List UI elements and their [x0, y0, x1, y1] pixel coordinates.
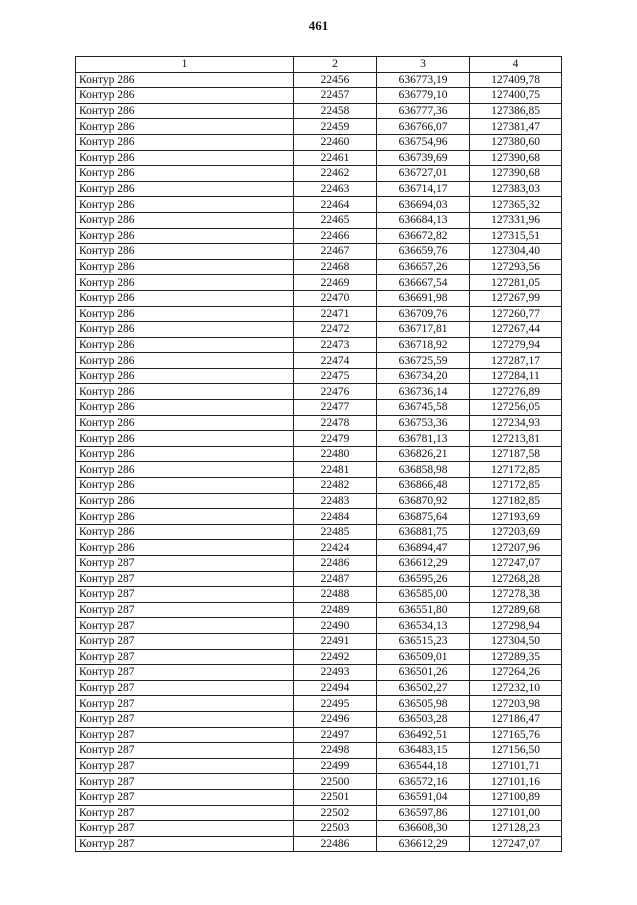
x-coordinate-cell: 636659,76	[377, 244, 470, 260]
x-coordinate-cell: 636591,04	[377, 789, 470, 805]
point-number-cell: 22486	[294, 836, 377, 852]
contour-name-cell: Контур 286	[76, 212, 294, 228]
table-row	[76, 384, 562, 400]
table-row	[76, 415, 562, 431]
point-number-cell: 22457	[294, 88, 377, 104]
point-number-cell: 22498	[294, 743, 377, 759]
table-row	[76, 400, 562, 416]
x-coordinate-cell: 636684,13	[377, 212, 470, 228]
x-coordinate-cell: 636745,58	[377, 400, 470, 416]
x-coordinate-cell: 636894,47	[377, 540, 470, 556]
table-row	[76, 431, 562, 447]
x-coordinate-cell: 636502,27	[377, 680, 470, 696]
x-coordinate-cell: 636826,21	[377, 446, 470, 462]
contour-name-cell: Контур 286	[76, 353, 294, 369]
table-row	[76, 166, 562, 182]
table-row	[76, 228, 562, 244]
point-number-cell: 22496	[294, 711, 377, 727]
x-coordinate-cell: 636612,29	[377, 556, 470, 572]
column-header-2: 2	[294, 57, 377, 73]
contour-name-cell: Контур 286	[76, 337, 294, 353]
x-coordinate-cell: 636595,26	[377, 571, 470, 587]
table-row	[76, 509, 562, 525]
y-coordinate-cell: 127315,51	[470, 228, 562, 244]
table-row	[76, 306, 562, 322]
table-row	[76, 821, 562, 837]
header-row	[76, 57, 562, 73]
contour-name-cell: Контур 287	[76, 696, 294, 712]
point-number-cell: 22477	[294, 400, 377, 416]
x-coordinate-cell: 636534,13	[377, 618, 470, 634]
y-coordinate-cell: 127232,10	[470, 680, 562, 696]
y-coordinate-cell: 127101,00	[470, 805, 562, 821]
point-number-cell: 22489	[294, 602, 377, 618]
table-row	[76, 259, 562, 275]
point-number-cell: 22485	[294, 524, 377, 540]
table-row	[76, 134, 562, 150]
table-row	[76, 805, 562, 821]
x-coordinate-cell: 636718,92	[377, 337, 470, 353]
table-row	[76, 711, 562, 727]
y-coordinate-cell: 127287,17	[470, 353, 562, 369]
point-number-cell: 22490	[294, 618, 377, 634]
y-coordinate-cell: 127293,56	[470, 259, 562, 275]
y-coordinate-cell: 127400,75	[470, 88, 562, 104]
point-number-cell: 22467	[294, 244, 377, 260]
point-number-cell: 22483	[294, 493, 377, 509]
point-number-cell: 22474	[294, 353, 377, 369]
x-coordinate-cell: 636754,96	[377, 134, 470, 150]
table-row	[76, 150, 562, 166]
contour-name-cell: Контур 286	[76, 431, 294, 447]
x-coordinate-cell: 636714,17	[377, 181, 470, 197]
y-coordinate-cell: 127182,85	[470, 493, 562, 509]
point-number-cell: 22460	[294, 134, 377, 150]
y-coordinate-cell: 127256,05	[470, 400, 562, 416]
x-coordinate-cell: 636515,23	[377, 633, 470, 649]
y-coordinate-cell: 127172,85	[470, 478, 562, 494]
x-coordinate-cell: 636753,36	[377, 415, 470, 431]
point-number-cell: 22484	[294, 509, 377, 525]
contour-name-cell: Контур 286	[76, 150, 294, 166]
y-coordinate-cell: 127289,35	[470, 649, 562, 665]
table-row	[76, 680, 562, 696]
contour-name-cell: Контур 287	[76, 774, 294, 790]
contour-name-cell: Контур 286	[76, 524, 294, 540]
point-number-cell: 22491	[294, 633, 377, 649]
x-coordinate-cell: 636781,13	[377, 431, 470, 447]
contour-name-cell: Контур 287	[76, 665, 294, 681]
point-number-cell: 22473	[294, 337, 377, 353]
y-coordinate-cell: 127187,58	[470, 446, 562, 462]
table-row	[76, 368, 562, 384]
point-number-cell: 22480	[294, 446, 377, 462]
table-row	[76, 540, 562, 556]
x-coordinate-cell: 636779,10	[377, 88, 470, 104]
contour-name-cell: Контур 287	[76, 727, 294, 743]
table-header	[76, 57, 562, 73]
x-coordinate-cell: 636544,18	[377, 758, 470, 774]
y-coordinate-cell: 127284,11	[470, 368, 562, 384]
table-row	[76, 665, 562, 681]
x-coordinate-cell: 636739,69	[377, 150, 470, 166]
contour-name-cell: Контур 286	[76, 88, 294, 104]
table-row	[76, 587, 562, 603]
y-coordinate-cell: 127247,07	[470, 836, 562, 852]
y-coordinate-cell: 127390,68	[470, 166, 562, 182]
y-coordinate-cell: 127101,71	[470, 758, 562, 774]
point-number-cell: 22476	[294, 384, 377, 400]
x-coordinate-cell: 636773,19	[377, 72, 470, 88]
contour-name-cell: Контур 286	[76, 290, 294, 306]
contour-name-cell: Контур 286	[76, 462, 294, 478]
y-coordinate-cell: 127156,50	[470, 743, 562, 759]
contour-name-cell: Контур 286	[76, 259, 294, 275]
contour-name-cell: Контур 286	[76, 72, 294, 88]
x-coordinate-cell: 636551,80	[377, 602, 470, 618]
contour-name-cell: Контур 287	[76, 711, 294, 727]
y-coordinate-cell: 127260,77	[470, 306, 562, 322]
contour-name-cell: Контур 286	[76, 134, 294, 150]
table-row	[76, 493, 562, 509]
point-number-cell: 22500	[294, 774, 377, 790]
point-number-cell: 22471	[294, 306, 377, 322]
y-coordinate-cell: 127331,96	[470, 212, 562, 228]
x-coordinate-cell: 636612,29	[377, 836, 470, 852]
point-number-cell: 22502	[294, 805, 377, 821]
point-number-cell: 22462	[294, 166, 377, 182]
x-coordinate-cell: 636866,48	[377, 478, 470, 494]
contour-name-cell: Контур 286	[76, 181, 294, 197]
y-coordinate-cell: 127100,89	[470, 789, 562, 805]
table-row	[76, 212, 562, 228]
point-number-cell: 22503	[294, 821, 377, 837]
table-row	[76, 836, 562, 852]
contour-name-cell: Контур 287	[76, 743, 294, 759]
point-number-cell: 22461	[294, 150, 377, 166]
contour-name-cell: Контур 286	[76, 540, 294, 556]
y-coordinate-cell: 127304,40	[470, 244, 562, 260]
table-row	[76, 618, 562, 634]
point-number-cell: 22472	[294, 322, 377, 338]
table-row	[76, 119, 562, 135]
y-coordinate-cell: 127386,85	[470, 103, 562, 119]
point-number-cell: 22479	[294, 431, 377, 447]
contour-name-cell: Контур 286	[76, 400, 294, 416]
table-row	[76, 72, 562, 88]
contour-name-cell: Контур 286	[76, 166, 294, 182]
point-number-cell: 22481	[294, 462, 377, 478]
table-row	[76, 103, 562, 119]
y-coordinate-cell: 127267,99	[470, 290, 562, 306]
x-coordinate-cell: 636691,98	[377, 290, 470, 306]
table-row	[76, 462, 562, 478]
contour-name-cell: Контур 286	[76, 493, 294, 509]
table-row	[76, 322, 562, 338]
contour-name-cell: Контур 287	[76, 836, 294, 852]
point-number-cell: 22495	[294, 696, 377, 712]
y-coordinate-cell: 127101,16	[470, 774, 562, 790]
point-number-cell: 22468	[294, 259, 377, 275]
page-number: 461	[308, 18, 329, 33]
contour-name-cell: Контур 286	[76, 275, 294, 291]
table-row	[76, 353, 562, 369]
x-coordinate-cell: 636501,26	[377, 665, 470, 681]
y-coordinate-cell: 127207,96	[470, 540, 562, 556]
y-coordinate-cell: 127128,23	[470, 821, 562, 837]
table-row	[76, 337, 562, 353]
point-number-cell: 22486	[294, 556, 377, 572]
contour-name-cell: Контур 287	[76, 805, 294, 821]
y-coordinate-cell: 127281,05	[470, 275, 562, 291]
y-coordinate-cell: 127165,76	[470, 727, 562, 743]
x-coordinate-cell: 636881,75	[377, 524, 470, 540]
y-coordinate-cell: 127172,85	[470, 462, 562, 478]
contour-name-cell: Контур 287	[76, 587, 294, 603]
y-coordinate-cell: 127383,03	[470, 181, 562, 197]
x-coordinate-cell: 636727,01	[377, 166, 470, 182]
contour-name-cell: Контур 287	[76, 571, 294, 587]
table-row	[76, 743, 562, 759]
contour-name-cell: Контур 286	[76, 415, 294, 431]
table-row	[76, 758, 562, 774]
table-row	[76, 696, 562, 712]
table-row	[76, 571, 562, 587]
x-coordinate-cell: 636875,64	[377, 509, 470, 525]
table-row	[76, 556, 562, 572]
point-number-cell: 22465	[294, 212, 377, 228]
x-coordinate-cell: 636734,20	[377, 368, 470, 384]
x-coordinate-cell: 636492,51	[377, 727, 470, 743]
y-coordinate-cell: 127193,69	[470, 509, 562, 525]
contour-name-cell: Контур 287	[76, 758, 294, 774]
contour-name-cell: Контур 287	[76, 821, 294, 837]
contour-name-cell: Контур 287	[76, 602, 294, 618]
x-coordinate-cell: 636777,36	[377, 103, 470, 119]
contour-name-cell: Контур 286	[76, 478, 294, 494]
x-coordinate-cell: 636572,16	[377, 774, 470, 790]
column-header-4: 4	[470, 57, 562, 73]
x-coordinate-cell: 636766,07	[377, 119, 470, 135]
x-coordinate-cell: 636709,76	[377, 306, 470, 322]
point-number-cell: 22459	[294, 119, 377, 135]
y-coordinate-cell: 127213,81	[470, 431, 562, 447]
contour-name-cell: Контур 287	[76, 618, 294, 634]
coordinates-table	[75, 56, 562, 852]
y-coordinate-cell: 127279,94	[470, 337, 562, 353]
point-number-cell: 22488	[294, 587, 377, 603]
table-row	[76, 774, 562, 790]
x-coordinate-cell: 636505,98	[377, 696, 470, 712]
contour-name-cell: Контур 286	[76, 509, 294, 525]
y-coordinate-cell: 127278,38	[470, 587, 562, 603]
point-number-cell: 22475	[294, 368, 377, 384]
point-number-cell: 22464	[294, 197, 377, 213]
y-coordinate-cell: 127203,69	[470, 524, 562, 540]
y-coordinate-cell: 127289,68	[470, 602, 562, 618]
point-number-cell: 22493	[294, 665, 377, 681]
y-coordinate-cell: 127298,94	[470, 618, 562, 634]
point-number-cell: 22470	[294, 290, 377, 306]
column-header-3: 3	[377, 57, 470, 73]
x-coordinate-cell: 636667,54	[377, 275, 470, 291]
y-coordinate-cell: 127247,07	[470, 556, 562, 572]
y-coordinate-cell: 127234,93	[470, 415, 562, 431]
contour-name-cell: Контур 287	[76, 633, 294, 649]
contour-name-cell: Контур 286	[76, 368, 294, 384]
point-number-cell: 22478	[294, 415, 377, 431]
x-coordinate-cell: 636725,59	[377, 353, 470, 369]
point-number-cell: 22469	[294, 275, 377, 291]
contour-name-cell: Контур 286	[76, 244, 294, 260]
contour-name-cell: Контур 286	[76, 446, 294, 462]
x-coordinate-cell: 636736,14	[377, 384, 470, 400]
contour-name-cell: Контур 287	[76, 556, 294, 572]
y-coordinate-cell: 127365,32	[470, 197, 562, 213]
point-number-cell: 22492	[294, 649, 377, 665]
y-coordinate-cell: 127380,60	[470, 134, 562, 150]
table-row	[76, 727, 562, 743]
contour-name-cell: Контур 287	[76, 680, 294, 696]
y-coordinate-cell: 127381,47	[470, 119, 562, 135]
point-number-cell: 22497	[294, 727, 377, 743]
table-row	[76, 789, 562, 805]
table-body	[76, 72, 562, 852]
y-coordinate-cell: 127390,68	[470, 150, 562, 166]
contour-name-cell: Контур 286	[76, 119, 294, 135]
y-coordinate-cell: 127304,50	[470, 633, 562, 649]
point-number-cell: 22424	[294, 540, 377, 556]
table-row	[76, 88, 562, 104]
point-number-cell: 22499	[294, 758, 377, 774]
point-number-cell: 22458	[294, 103, 377, 119]
table-row	[76, 633, 562, 649]
y-coordinate-cell: 127203,98	[470, 696, 562, 712]
y-coordinate-cell: 127267,44	[470, 322, 562, 338]
contour-name-cell: Контур 286	[76, 197, 294, 213]
point-number-cell: 22466	[294, 228, 377, 244]
table-row	[76, 275, 562, 291]
y-coordinate-cell: 127264,26	[470, 665, 562, 681]
contour-name-cell: Контур 286	[76, 384, 294, 400]
x-coordinate-cell: 636717,81	[377, 322, 470, 338]
x-coordinate-cell: 636858,98	[377, 462, 470, 478]
point-number-cell: 22463	[294, 181, 377, 197]
x-coordinate-cell: 636870,92	[377, 493, 470, 509]
x-coordinate-cell: 636503,28	[377, 711, 470, 727]
x-coordinate-cell: 636657,26	[377, 259, 470, 275]
contour-name-cell: Контур 286	[76, 306, 294, 322]
table-row	[76, 649, 562, 665]
column-header-1: 1	[76, 57, 294, 73]
table-row	[76, 197, 562, 213]
x-coordinate-cell: 636585,00	[377, 587, 470, 603]
contour-name-cell: Контур 287	[76, 649, 294, 665]
x-coordinate-cell: 636608,30	[377, 821, 470, 837]
x-coordinate-cell: 636694,03	[377, 197, 470, 213]
y-coordinate-cell: 127276,89	[470, 384, 562, 400]
table-row	[76, 524, 562, 540]
point-number-cell: 22456	[294, 72, 377, 88]
table-row	[76, 290, 562, 306]
contour-name-cell: Контур 287	[76, 789, 294, 805]
x-coordinate-cell: 636597,86	[377, 805, 470, 821]
table-row	[76, 478, 562, 494]
point-number-cell: 22482	[294, 478, 377, 494]
point-number-cell: 22494	[294, 680, 377, 696]
contour-name-cell: Контур 286	[76, 103, 294, 119]
x-coordinate-cell: 636483,15	[377, 743, 470, 759]
table-row	[76, 181, 562, 197]
y-coordinate-cell: 127186,47	[470, 711, 562, 727]
y-coordinate-cell: 127268,28	[470, 571, 562, 587]
point-number-cell: 22487	[294, 571, 377, 587]
x-coordinate-cell: 636672,82	[377, 228, 470, 244]
point-number-cell: 22501	[294, 789, 377, 805]
table-row	[76, 244, 562, 260]
y-coordinate-cell: 127409,78	[470, 72, 562, 88]
x-coordinate-cell: 636509,01	[377, 649, 470, 665]
table-row	[76, 602, 562, 618]
contour-name-cell: Контур 286	[76, 322, 294, 338]
table-row	[76, 446, 562, 462]
contour-name-cell: Контур 286	[76, 228, 294, 244]
